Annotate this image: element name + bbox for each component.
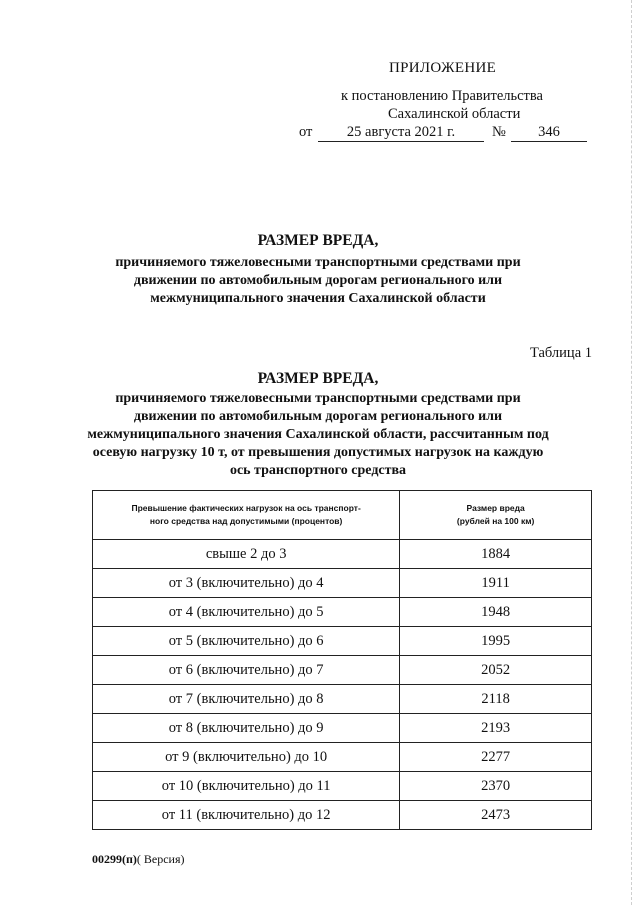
overload-range-cell: от 10 (включительно) до 11 (93, 772, 400, 801)
header-overload-line-2: ного средства над допустимыми (процентов) (149, 516, 343, 526)
harm-table (92, 490, 592, 830)
header-harm-column (400, 491, 592, 540)
appendix-date: 25 августа 2021 г. (318, 124, 484, 142)
harm-value-cell: 2370 (400, 772, 592, 801)
document-footer (92, 852, 185, 867)
heading-2-subtitle (0, 390, 636, 480)
appendix-title: ПРИЛОЖЕНИЕ (389, 60, 497, 76)
table-row (93, 801, 592, 830)
harm-value-cell: 1911 (400, 569, 592, 598)
heading-1-line: причиняемого тяжеловесными транспортными средствами при (115, 255, 521, 270)
table-row (93, 656, 592, 685)
table-row (93, 540, 592, 569)
heading-2-line: движении по автомобильным дорогам регионального или (133, 409, 503, 424)
table-row (93, 772, 592, 801)
harm-value-cell: 2052 (400, 656, 592, 685)
overload-range-cell: от 11 (включительно) до 12 (93, 801, 400, 830)
heading-2-line: межмуниципального значения Сахалинской области, рассчитанным под (87, 427, 549, 442)
overload-range-cell: от 4 (включительно) до 5 (93, 598, 400, 627)
appendix-line-2: Сахалинской области (388, 106, 521, 122)
overload-range-cell: от 5 (включительно) до 6 (93, 627, 400, 656)
appendix-line-1: к постановлению Правительства (341, 88, 543, 104)
table-row (93, 569, 592, 598)
overload-range-cell: от 8 (включительно) до 9 (93, 714, 400, 743)
table-row (93, 685, 592, 714)
harm-value-cell: 2277 (400, 743, 592, 772)
overload-range-cell: от 9 (включительно) до 10 (93, 743, 400, 772)
table-label: Таблица 1 (529, 345, 592, 361)
table-row (93, 743, 592, 772)
harm-value-cell: 2118 (400, 685, 592, 714)
heading-1-line: межмуниципального значения Сахалинской области (150, 291, 486, 306)
table-row (93, 627, 592, 656)
heading-1-title: РАЗМЕР ВРЕДА, (257, 232, 379, 249)
header-overload-column (93, 491, 400, 540)
appendix-number-label: № (492, 124, 506, 140)
harm-value-cell: 1884 (400, 540, 592, 569)
header-overload-line-1: Превышение фактических нагрузок на ось транспорт- (131, 503, 361, 513)
table-header-row (93, 491, 592, 540)
heading-2-line: причиняемого тяжеловесными транспортными средствами при (115, 391, 521, 406)
table-row (93, 598, 592, 627)
harm-value-cell: 2473 (400, 801, 592, 830)
table-row (93, 714, 592, 743)
heading-2-title: РАЗМЕР ВРЕДА, (257, 370, 379, 387)
heading-2-line: ось транспортного средства (229, 463, 407, 478)
document-version: ( Версия) (136, 852, 185, 866)
harm-value-cell: 1995 (400, 627, 592, 656)
appendix-number: 346 (511, 124, 587, 142)
header-harm-line-2: (рублей на 100 км) (456, 516, 535, 526)
harm-value-cell: 1948 (400, 598, 592, 627)
heading-2-line: осевую нагрузку 10 т, от превышения допустимых нагрузок на каждую (92, 445, 544, 460)
appendix-from-label: от (299, 124, 313, 140)
heading-1-line: движении по автомобильным дорогам регионального или (133, 273, 503, 288)
overload-range-cell: от 3 (включительно) до 4 (93, 569, 400, 598)
document-code: 00299(п) (92, 852, 137, 866)
overload-range-cell: от 7 (включительно) до 8 (93, 685, 400, 714)
overload-range-cell: от 6 (включительно) до 7 (93, 656, 400, 685)
header-harm-line-1: Размер вреда (466, 503, 525, 513)
harm-value-cell: 2193 (400, 714, 592, 743)
heading-1-subtitle (0, 254, 636, 308)
overload-range-cell: свыше 2 до 3 (93, 540, 400, 569)
